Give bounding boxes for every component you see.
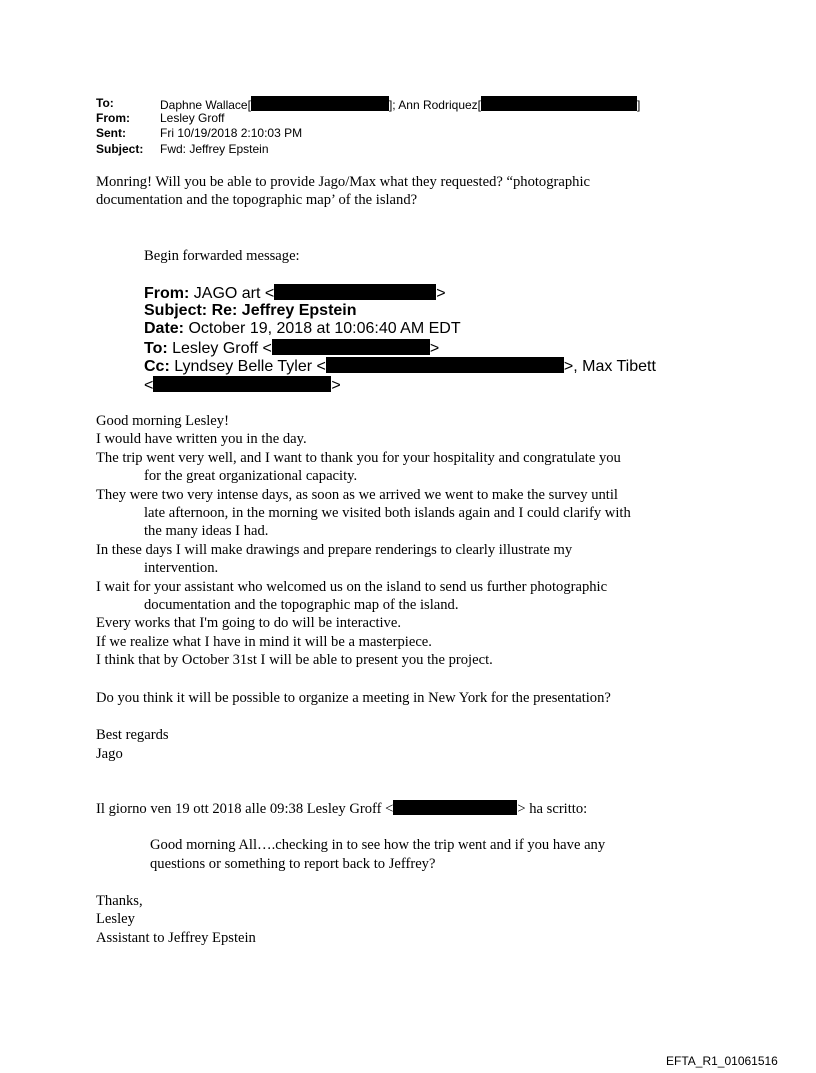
forwarded-to-end: > <box>429 340 440 357</box>
forwarded-subject-value: Re: Jeffrey Epstein <box>207 302 357 319</box>
body-line: intervention. <box>144 560 219 577</box>
redaction-box <box>481 96 637 111</box>
redaction-box <box>393 800 517 815</box>
redaction-box <box>153 376 331 392</box>
forwarded-from-label: From: <box>144 285 190 302</box>
body-line: I think that by October 31st I will be able to present you the project. <box>96 652 493 669</box>
message-body <box>96 412 686 670</box>
closing-title: Assistant to Jeffrey Epstein <box>96 930 256 946</box>
forwarded-subject-label: Subject: <box>144 302 208 319</box>
intro-line-1: Monring! Will you be able to provide Jago/Max what they requested? “photographic <box>96 174 590 190</box>
body-line: I would have written you in the day. <box>96 431 307 448</box>
quoted-intro <box>96 800 587 818</box>
header-sent-row <box>96 126 126 141</box>
forwarded-to-label: To: <box>144 340 168 357</box>
to-recipient-2: ]; Ann Rodriquez[ <box>388 98 481 112</box>
body-line: In these days I will make drawings and prepare renderings to clearly illustrate my <box>96 541 573 558</box>
redaction-box <box>251 96 389 111</box>
to-label: To: <box>96 96 114 110</box>
quoted-line-2: questions or something to report back to Jeffrey? <box>150 856 436 872</box>
forwarded-cc <box>144 357 656 376</box>
document-id: EFTA_R1_01061516 <box>666 1054 778 1068</box>
forwarded-cc-line2-end: > <box>331 377 341 394</box>
subject-label: Subject: <box>96 142 144 156</box>
header-to-row <box>96 96 114 111</box>
body-line: Every works that I'm going to do will be interactive. <box>96 615 401 632</box>
body-line: the many ideas I had. <box>144 523 269 540</box>
forwarded-cc-line2 <box>144 376 341 395</box>
body-line: If we realize what I have in mind it will be a masterpiece. <box>96 633 432 650</box>
forwarded-to <box>144 339 439 358</box>
quoted-intro-end: > ha scritto: <box>517 801 588 817</box>
forwarded-from <box>144 284 446 303</box>
closing-name: Lesley <box>96 911 135 927</box>
body-line: late afternoon, in the morning we visited both islands again and I could clarify with <box>144 505 631 522</box>
forwarded-from-end: > <box>436 285 446 302</box>
quoted-intro-start: Il giorno ven 19 ott 2018 alle 09:38 Lesley Groff < <box>96 801 394 817</box>
redaction-box <box>326 357 564 373</box>
intro-line-2: documentation and the topographic map’ of the island? <box>96 192 418 208</box>
redaction-box <box>272 339 430 355</box>
body-greeting: Good morning Lesley! <box>96 413 229 429</box>
body-line: The trip went very well, and I want to thank you for your hospitality and congratulate you <box>96 449 621 466</box>
from-value: Lesley Groff <box>160 111 225 125</box>
forwarded-subject <box>144 302 357 320</box>
forwarded-cc-mid: >, Max Tibett <box>563 358 656 375</box>
redaction-box <box>274 284 436 300</box>
body-line: I wait for your assistant who welcomed us on the island to send us further photographic <box>96 578 608 595</box>
body-question: Do you think it will be possible to organize a meeting in New York for the presentation? <box>96 690 611 706</box>
to-recipient-end: ] <box>637 98 641 112</box>
forwarded-cc-value: Lyndsey Belle Tyler < <box>169 358 326 375</box>
forwarded-cc-line2-start: < <box>144 377 154 394</box>
quoted-line-1: Good morning All….checking in to see how the trip went and if you have any <box>150 837 606 853</box>
from-label: From: <box>96 111 130 125</box>
sent-value: Fri 10/19/2018 2:10:03 PM <box>160 126 303 140</box>
forwarded-date <box>144 320 461 338</box>
body-line: for the great organizational capacity. <box>144 468 358 485</box>
body-line: documentation and the topographic map of the island. <box>144 597 459 614</box>
forwarded-from-value: JAGO art < <box>189 285 275 302</box>
sent-label: Sent: <box>96 126 126 140</box>
forwarded-date-label: Date: <box>144 320 185 337</box>
begin-forwarded: Begin forwarded message: <box>144 248 300 264</box>
body-signature: Jago <box>96 746 123 762</box>
header-subject-row <box>96 142 143 157</box>
body-line: They were two very intense days, as soon as we arrived we went to make the survey until <box>96 486 618 503</box>
header-from-row <box>96 111 130 126</box>
forwarded-date-value: October 19, 2018 at 10:06:40 AM EDT <box>184 320 461 337</box>
subject-value: Fwd: Jeffrey Epstein <box>160 142 269 156</box>
body-regards: Best regards <box>96 727 169 743</box>
header-to-value <box>160 96 640 113</box>
forwarded-to-value: Lesley Groff < <box>167 340 272 357</box>
closing-thanks: Thanks, <box>96 893 143 909</box>
to-recipient-1: Daphne Wallace[ <box>160 98 251 112</box>
forwarded-cc-label: Cc: <box>144 358 170 375</box>
